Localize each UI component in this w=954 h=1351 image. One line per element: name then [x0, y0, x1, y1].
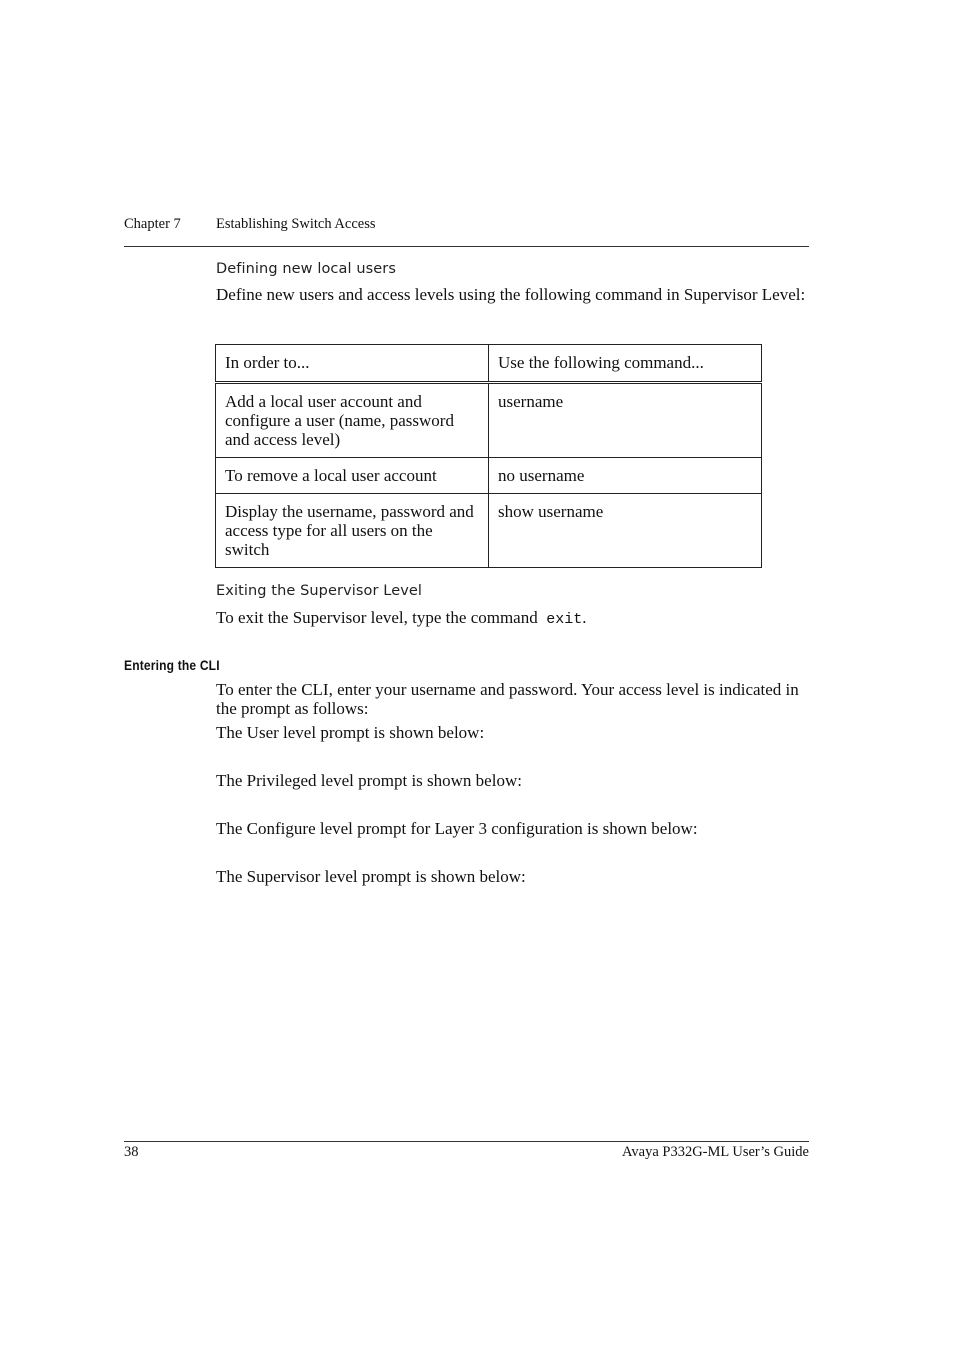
- table-cell-purpose: Add a local user account and configure a user (name, password and access level): [216, 383, 489, 458]
- table-cell-purpose: To remove a local user account: [216, 458, 489, 494]
- subheading-exit-supervisor: Exiting the Supervisor Level: [216, 583, 423, 599]
- column-header-purpose: In order to...: [216, 345, 489, 383]
- privileged-prompt-text: The Privileged level prompt is shown below:: [216, 771, 522, 790]
- configure-prompt-text: The Configure level prompt for Layer 3 configuration is shown below:: [216, 819, 698, 838]
- user-prompt-text: The User level prompt is shown below:: [216, 723, 485, 742]
- table-header-row: [216, 345, 762, 383]
- table-row: [216, 458, 762, 494]
- exit-command: exit: [546, 611, 583, 628]
- exit-instruction: [216, 608, 811, 629]
- supervisor-prompt-text: The Supervisor level prompt is shown below:: [216, 867, 526, 886]
- exit-text: To exit the Supervisor level, type the command: [216, 608, 538, 627]
- command-table: [215, 344, 762, 568]
- local-users-intro: Define new users and access levels using the following command in Supervisor Level:: [216, 285, 806, 304]
- section-heading-cli: Entering the CLI: [124, 657, 220, 673]
- page-number: 38: [124, 1144, 139, 1160]
- column-header-command: Use the following command...: [489, 345, 762, 383]
- table-cell-command: no username: [489, 458, 762, 494]
- footer-divider: [124, 1141, 809, 1142]
- table-row: [216, 383, 762, 458]
- table-row: [216, 494, 762, 568]
- subheading-local-users: Defining new local users: [216, 261, 396, 277]
- header-title: Establishing Switch Access: [216, 216, 376, 232]
- footer-doc-title: Avaya P332G-ML User’s Guide: [622, 1144, 809, 1160]
- table-cell-command: username: [489, 383, 762, 458]
- table-cell-command: show username: [489, 494, 762, 568]
- header-chapter: Chapter 7: [124, 216, 181, 232]
- cli-intro: To enter the CLI, enter your username and password. Your access level is indicated in the prompt as follows:: [216, 680, 799, 718]
- exit-period: .: [582, 608, 587, 627]
- table-cell-purpose: Display the username, password and access type for all users on the switch: [216, 494, 489, 568]
- header-divider: [124, 246, 809, 247]
